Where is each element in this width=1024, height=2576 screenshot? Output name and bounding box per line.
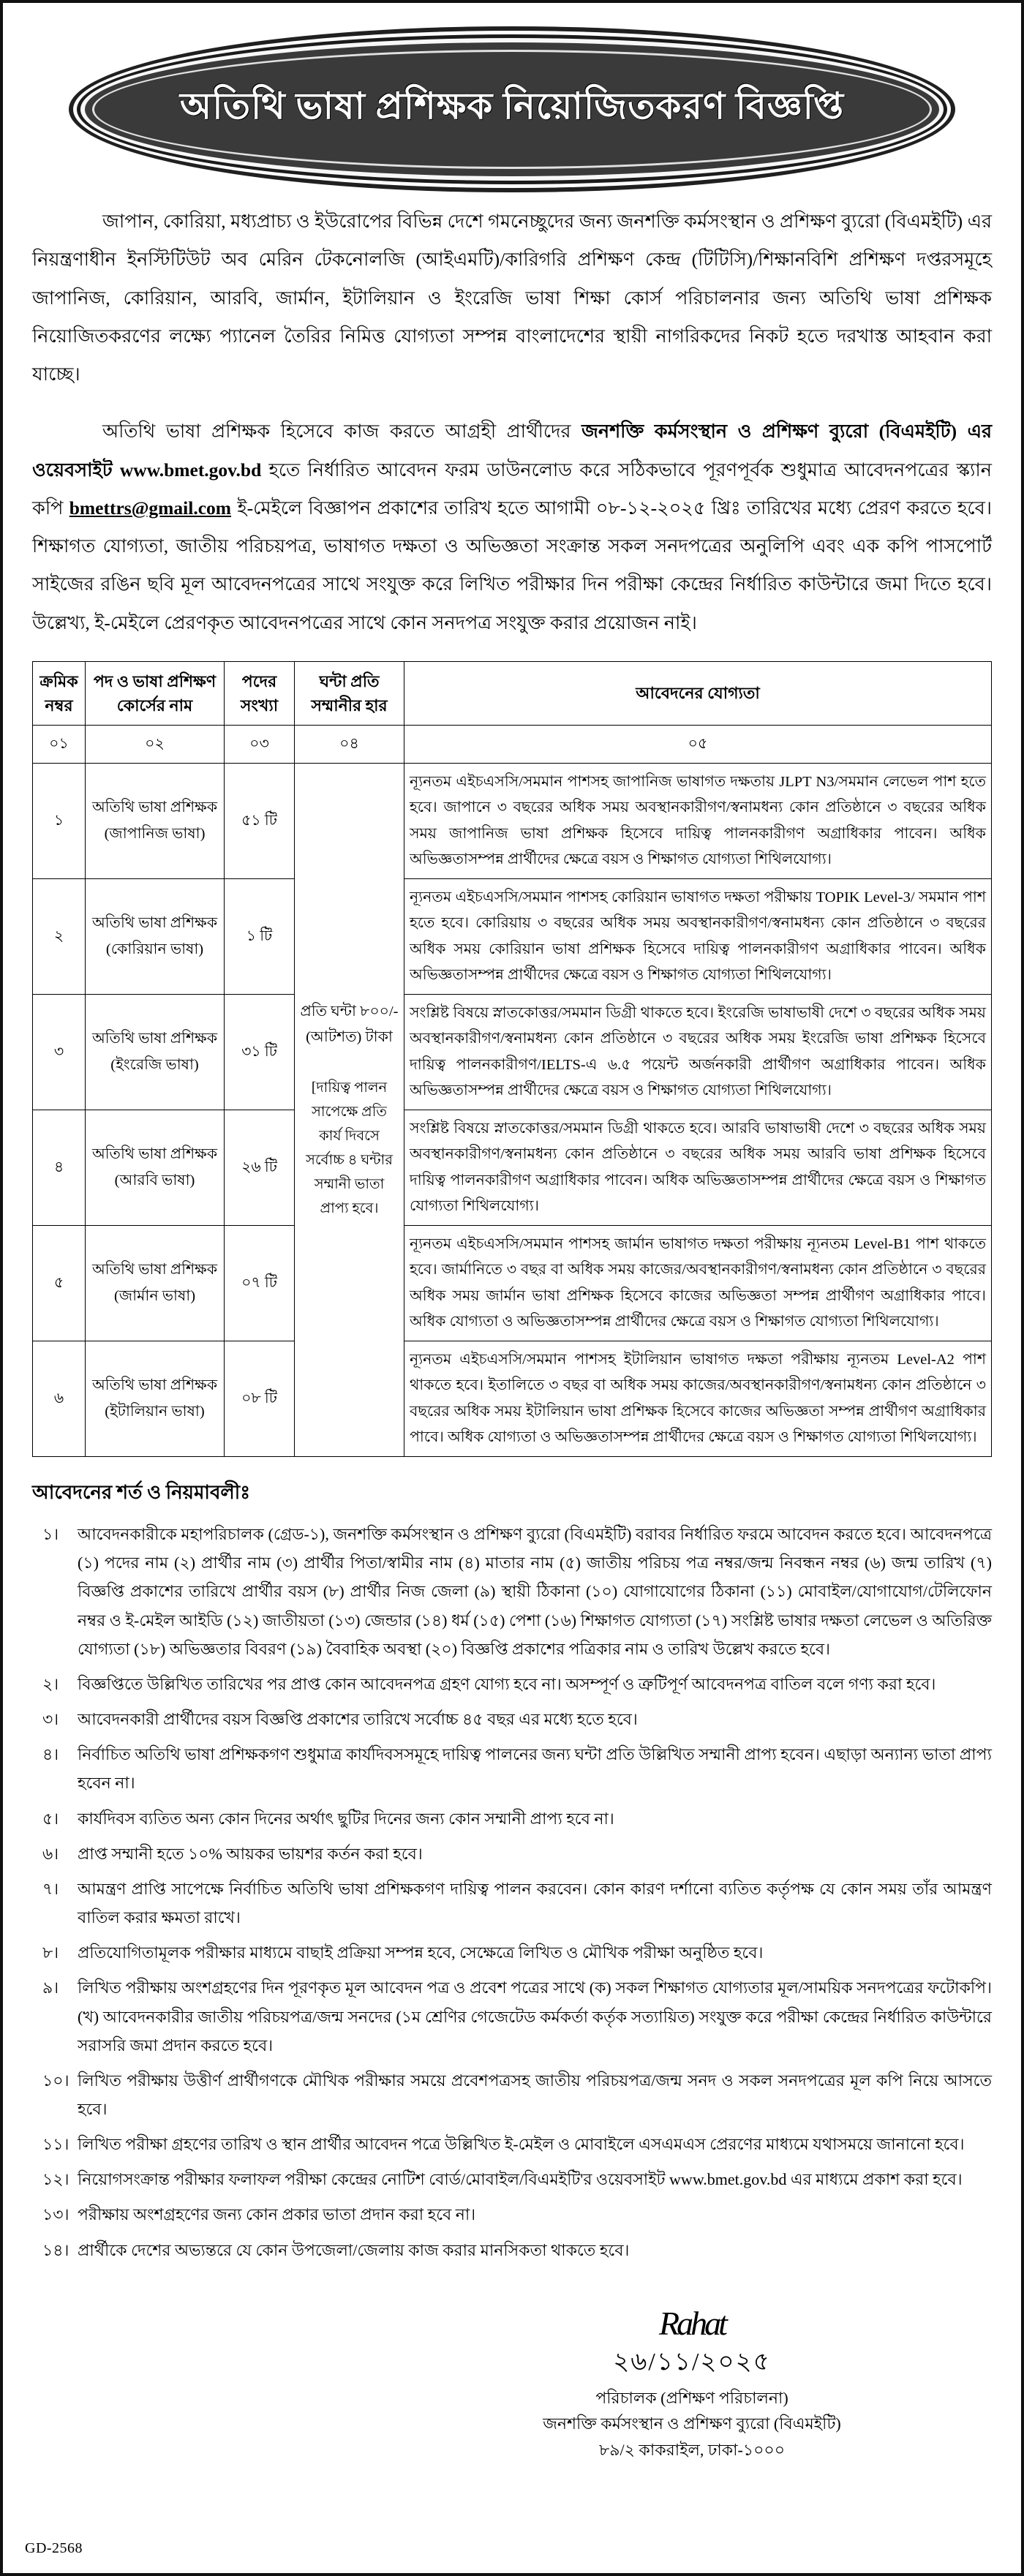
posts-table: [32, 661, 992, 1457]
condition-text: পরীক্ষায় অংশগ্রহণের জন্য কোন প্রকার ভাতা প্রদান করা হবে না।: [78, 2205, 476, 2224]
row-serial: ৬: [33, 1341, 86, 1457]
condition-number: ৮।: [42, 1943, 59, 1962]
row-hourly-rate: [295, 764, 404, 1457]
condition-number: ২।: [42, 1674, 59, 1693]
row-qualification: সংশ্লিষ্ট বিষয়ে স্নাতকোত্তর/সমমান ডিগ্রী থাকতে হবে। ইংরেজি ভাষাভাষী দেশে ৩ বছরের অধিক সময় অবস্থানকারীগণ/স্বনামধন্য কোন প্রতিষ্ঠানে ৩ বছরের অধিক সময় ইংরেজি ভাষা প্রশিক্ষক হিসেবে দায়িত্ব পালনকারীগণ/IELTS-এ ৬.৫ পয়েন্ট অর্জনকারী প্রার্থীগণ অগ্রাধিকার পাবেন। অধিক অভিজ্ঞতাসম্পন্ন প্রার্থীদের ক্ষেত্রে বয়স ও শিক্ষাগত যোগ্যতা শিথিলযোগ্য।: [404, 995, 992, 1110]
row-post-count: ৫১ টি: [225, 764, 295, 879]
th-serial: ক্রমিক নম্বর: [33, 661, 86, 725]
conditions-heading: আবেদনের শর্ত ও নিয়মাবলীঃ: [32, 1482, 251, 1504]
list-item: [32, 1973, 992, 2059]
condition-number: ৫।: [42, 1809, 59, 1828]
list-item: [32, 1804, 992, 1833]
row-qualification: সংশ্লিষ্ট বিষয়ে স্নাতকোত্তর/সমমান ডিগ্রী থাকতে হবে। আরবি ভাষাভাষী দেশে ৩ বছরের অধিক সময় অবস্থানকারীগণ/স্বনামধন্য কোন প্রতিষ্ঠানে ৩ বছরের অধিক সময় আরবি ভাষা প্রশিক্ষক হিসেবে দায়িত্ব পালনকারীগণ অগ্রাধিকার পাবেন। অধিক অভিজ্ঞতাসম্পন্ন প্রার্থীদের ক্ষেত্রে বয়স ও শিক্ষাগত যোগ্যতা শিথিলযোগ্য।: [404, 1110, 992, 1226]
condition-number: ৩।: [42, 1710, 59, 1729]
row-serial: ৩: [33, 995, 86, 1110]
gd-number: GD-2568: [25, 2539, 83, 2556]
list-item: [32, 2165, 992, 2193]
condition-number: ৯।: [42, 1978, 59, 1997]
rate-note: [দায়িত্ব পালন সাপেক্ষে প্রতি কার্য দিবসে সর্বোচ্চ ৪ ঘন্টার সম্মানী ভাতা প্রাপ্য হবে।: [305, 1080, 394, 1217]
row-serial: ২: [33, 879, 86, 995]
list-item: [32, 1875, 992, 1932]
condition-text: বিজ্ঞপ্তিতে উল্লিখিত তারিখের পর প্রাপ্ত কোন আবেদনপত্র গ্রহণ যোগ্য হবে না। অসম্পূর্ণ ও ত্রুটিপূর্ণ আবেদনপত্র বাতিল বলে গণ্য করা হবে।: [78, 1674, 936, 1693]
intro-paragraph-1: জাপান, কোরিয়া, মধ্যপ্রাচ্য ও ইউরোপের বিভিন্ন দেশে গমনেচ্ছুদের জন্য জনশক্তি কর্মসংস্থান ও প্রশিক্ষণ ব্যুরো (বিএমইটি) এর নিয়ন্ত্রণাধীন ইনস্টিটিউট অব মেরিন টেকনোলজি (আইএমটি)/কারিগরি প্রশিক্ষণ কেন্দ্র (টিটিসি)/শিক্ষানবিশি প্রশিক্ষণ দপ্তরসমূহে জাপানিজ, কোরিয়ান, আরবি, জার্মান, ইটালিয়ান ও ইংরেজি ভাষা শিক্ষা কোর্স পরিচালনার জন্য অতিথি ভাষা প্রশিক্ষক নিয়োজিতকরণের লক্ষ্যে প্যানেল তৈরির নিমিত্ত যোগ্যতা সম্পন্ন বাংলাদেশের স্থায়ী নাগরিকদের নিকট হতে দরখাস্ত আহবান করা যাচ্ছে।: [32, 211, 992, 385]
condition-number: ১৪।: [42, 2240, 69, 2259]
table-row: [33, 879, 992, 995]
intro-p2-tail: ই-মেইলে বিজ্ঞাপন প্রকাশের তারিখ হতে আগামী ০৮-১২-২০২৫ খ্রিঃ তারিখের মধ্যে প্রেরণ করতে হবে। শিক্ষাগত যোগ্যতা, জাতীয় পরিচয়পত্র, ভাষাগত দক্ষতা ও অভিজ্ঞতা সংক্রান্ত সকল সনদপত্রের অনুলিপি এবং এক কপি পাসপোর্ট সাইজের রঙিন ছবি মূল আবেদনপত্রের সাথে সংযুক্ত করে লিখিত পরীক্ষার দিন পরীক্ষা কেন্দ্রের নির্ধারিত কাউন্টারে জমা দিতে হবে। উল্লেখ্য, ই-মেইলে প্রেরণকৃত আবেদনপত্রের সাথে কোন সনদপত্র সংযুক্ত করার প্রয়োজন নাই।: [32, 497, 992, 633]
list-item: [32, 1520, 992, 1663]
row-serial: ১: [33, 764, 86, 879]
row-post-count: ০৭ টি: [225, 1226, 295, 1341]
list-item: [32, 2130, 992, 2158]
signature-date: ২৬/১১/২০২৫: [613, 2348, 771, 2376]
row-serial: ৪: [33, 1110, 86, 1226]
condition-number: ১২।: [42, 2170, 69, 2189]
th-hourly-rate: ঘন্টা প্রতি সম্মানীর হার: [295, 661, 404, 725]
table-header-row: [33, 661, 992, 725]
table-row: [33, 1226, 992, 1341]
colnum-5: ০৫: [404, 725, 992, 763]
condition-text: আবেদনকারীকে মহাপরিচালক (গ্রেড-১), জনশক্তি কর্মসংস্থান ও প্রশিক্ষণ ব্যুরো (বিএমইটি) বরাবর নির্ধারিত ফরমে আবেদন করতে হবে। আবেদনপত্রে (১) পদের নাম (২) প্রার্থীর নাম (৩) প্রার্থীর পিতা/স্বামীর নাম (৪) মাতার নাম (৫) জাতীয় পরিচয় পত্র নম্বর/জন্ম নিবন্ধন নম্বর (৬) জন্ম তারিখ (৭) বিজ্ঞপ্তি প্রকাশের তারিখে প্রার্থীর বয়স (৮) প্রার্থীর নিজ জেলা (৯) স্থায়ী ঠিকানা (১০) যোগাযোগের ঠিকানা (১১) মোবাইল/যোগাযোগ/টেলিফোন নম্বর ও ই-মেইল আইডি (১২) জাতীয়তা (১৩) জেন্ডার (১৪) ধর্ম (১৫) পেশা (১৬) শিক্ষাগত যোগ্যতা (১৭) সংশ্লিষ্ট ভাষার দক্ষতা লেভেল ও অতিরিক্ত যোগ্যতা (১৮) অভিজ্ঞতার বিবরণ (১৯) বৈবাহিক অবস্থা (২০) বিজ্ঞপ্তি প্রকাশের পত্রিকার নাম ও তারিখ উল্লেখ করতে হবে।: [78, 1525, 992, 1658]
list-item: [32, 1705, 992, 1733]
list-item: [32, 2236, 992, 2264]
intro-p2-middle: হতে নির্ধারিত আবেদন ফরম ডাউনলোড করে সঠিকভাবে পূরণপূর্বক শুধুমাত্র আবেদনপত্রের স্ক্যান কপি: [32, 459, 992, 519]
condition-text: আমন্ত্রণ প্রাপ্তি সাপেক্ষে নির্বাচিত অতিথি ভাষা প্রশিক্ষকগণ দায়িত্ব পালন করবেন। কোন কারণ দর্শানো ব্যতিত কর্তৃপক্ষ যে কোন সময় তাঁর আমন্ত্রণ বাতিল করার ক্ষমতা রাখে।: [78, 1879, 992, 1927]
title-banner-wrapper: [32, 38, 992, 181]
footer: [32, 2463, 992, 2551]
condition-number: ৭।: [42, 1879, 59, 1898]
condition-text: কার্যদিবস ব্যতিত অন্য কোন দিনের অর্থাৎ ছুটির দিনের জন্য কোন সম্মানী প্রাপ্য হবে না।: [78, 1809, 614, 1828]
intro-p2-lead: অতিথি ভাষা প্রশিক্ষক হিসেবে কাজ করতে আগ্রহী প্রার্থীদের: [102, 421, 582, 442]
row-serial: ৫: [33, 1226, 86, 1341]
conditions-list: [32, 1520, 992, 2264]
row-post-name: অতিথি ভাষা প্রশিক্ষক (আরবি ভাষা): [86, 1110, 225, 1226]
row-post-count: ০৮ টি: [225, 1341, 295, 1457]
bmet-website-link[interactable]: www.bmet.gov.bd: [119, 459, 262, 481]
th-post-name: পদ ও ভাষা প্রশিক্ষণ কোর্সের নাম: [86, 661, 225, 725]
row-qualification: ন্যূনতম এইচএসসি/সমমান পাশসহ জার্মান ভাষাগত দক্ষতা পরীক্ষায় ন্যূনতম Level-B1 পাশ থাকতে হবে। জার্মানিতে ৩ বছর বা অধিক সময় কাজের/অবস্থানকারীগণ/স্বনামধন্য কোন প্রতিষ্ঠানে ৩ বছরের অধিক সময় জার্মান ভাষা প্রশিক্ষক হিসেবে কাজের অভিজ্ঞতা সম্পন্ন প্রার্থীগণ অগ্রাধিকার পাবে। অধিক যোগ্যতা ও অভিজ্ঞতাসম্পন্ন প্রার্থীদের ক্ষেত্রে বয়স ও শিক্ষাগত যোগ্যতা শিথিলযোগ্য।: [404, 1226, 992, 1341]
table-row: [33, 995, 992, 1110]
condition-text: লিখিত পরীক্ষা গ্রহণের তারিখ ও স্থান প্রার্থীর আবেদন পত্রে উল্লিখিত ই-মেইল ও মোবাইলে এসএমএস প্রেরণের মাধ্যমে যথাসময়ে জানানো হবে।: [78, 2135, 965, 2154]
condition-number: ৬।: [42, 1844, 59, 1863]
list-item: [32, 1670, 992, 1698]
list-item: [32, 2066, 992, 2123]
condition-text: লিখিত পরীক্ষায় উত্তীর্ণ প্রার্থীগণকে মৌখিক পরীক্ষার সময়ে প্রবেশপত্রসহ জাতীয় পরিচয়পত্র/জন্ম সনদ ও সকল সনদপত্রের মূল কপি নিয়ে আসতে হবে।: [78, 2071, 992, 2118]
organization-name: জনশক্তি কর্মসংস্থান ও প্রশিক্ষণ ব্যুরো (বিএমইটি) এর ওয়েবসাইট: [32, 421, 992, 481]
signatory-address: ৮৯/২ কাকরাইল, ঢাকা-১০০০: [598, 2441, 786, 2460]
condition-number: ৪।: [42, 1745, 59, 1764]
condition-text: লিখিত পরীক্ষায় অংশগ্রহণের দিন পূরণকৃত মূল আবেদন পত্র ও প্রবেশ পত্রের সাথে (ক) সকল শিক্ষাগত যোগ্যতার মূল/সাময়িক সনদপত্রের ফটোকপি। (খ) আবেদনকারীর জাতীয় পরিচয়পত্র/জন্ম সনদের (১ম শ্রেণির গেজেটেড কর্মকর্তা কর্তৃক সত্যায়িত) সংযুক্ত করে পরীক্ষা কেন্দ্রের নির্ধারিত কাউন্টারে সরাসরি জমা প্রদান করতে হবে।: [78, 1978, 992, 2055]
th-qualification: আবেদনের যোগ্যতা: [404, 661, 992, 725]
row-post-name: অতিথি ভাষা প্রশিক্ষক (ইটালিয়ান ভাষা): [86, 1341, 225, 1457]
row-post-name: অতিথি ভাষা প্রশিক্ষক (ইংরেজি ভাষা): [86, 995, 225, 1110]
th-post-count: পদের সংখ্যা: [225, 661, 295, 725]
colnum-3: ০৩: [225, 725, 295, 763]
page-title: অতিথি ভাষা প্রশিক্ষক নিয়োজিতকরণ বিজ্ঞপ্তি: [179, 86, 845, 127]
signature-scribble: Rahat: [659, 2304, 725, 2342]
condition-text: আবেদনকারী প্রার্থীদের বয়স বিজ্ঞপ্তি প্রকাশের তারিখে সর্বোচ্চ ৪৫ বছর এর মধ্যে হতে হবে।: [78, 1710, 638, 1729]
row-post-name: অতিথি ভাষা প্রশিক্ষক (কোরিয়ান ভাষা): [86, 879, 225, 995]
condition-number: ১।: [42, 1525, 59, 1544]
list-item: [32, 2200, 992, 2229]
list-item: [32, 1740, 992, 1797]
title-banner: [80, 38, 944, 181]
list-item: [32, 1938, 992, 1967]
row-post-name: অতিথি ভাষা প্রশিক্ষক (জাপানিজ ভাষা): [86, 764, 225, 879]
rate-amount: প্রতি ঘন্টা ৮০০/- (আটশত) টাকা: [300, 1003, 399, 1046]
row-qualification: ন্যূনতম এইচএসসি/সমমান পাশসহ জাপানিজ ভাষাগত দক্ষতায় JLPT N3/সমমান লেভেল পাশ হতে হবে। জাপানে ৩ বছরের অধিক সময় অবস্থানকারীগণ/স্বনামধন্য কোন প্রতিষ্ঠানে ৩ বছরের অধিক সময় জাপানিজ ভাষা প্রশিক্ষক হিসেবে দায়িত্ব পালনকারীগণ অগ্রাধিকার পাবেন। অধিক অভিজ্ঞতাসম্পন্ন প্রার্থীদের ক্ষেত্রে বয়স ও শিক্ষাগত যোগ্যতা শিথিলযোগ্য।: [404, 764, 992, 879]
condition-number: ১১।: [42, 2135, 69, 2154]
table-row: [33, 1110, 992, 1226]
application-email-link[interactable]: bmettrs@gmail.com: [69, 497, 232, 519]
condition-text: নিয়োগসংক্রান্ত পরীক্ষার ফলাফল পরীক্ষা কেন্দ্রের নোটিশ বোর্ড/মোবাইল/বিএমইটি'র ওয়েবসাইট www.bmet.gov.bd এর মাধ্যমে প্রকাশ করা হবে।: [78, 2170, 963, 2189]
colnum-2: ০২: [86, 725, 225, 763]
signatory-designation: পরিচালক (প্রশিক্ষণ পরিচালনা): [595, 2388, 788, 2407]
condition-text: নির্বাচিত অতিথি ভাষা প্রশিক্ষকগণ শুধুমাত্র কার্যদিবসসমূহে দায়িত্ব পালনের জন্য ঘন্টা প্রতি উল্লিখিত সম্মানী প্রাপ্য হবেন। এছাড়া অন্যান্য ভাতা প্রাপ্য হবেন না।: [78, 1745, 992, 1793]
row-post-count: ১ টি: [225, 879, 295, 995]
table-row: [33, 764, 992, 879]
table-column-number-row: [33, 725, 992, 763]
colnum-4: ০৪: [295, 725, 404, 763]
row-post-count: ২৬ টি: [225, 1110, 295, 1226]
intro-paragraph-2: [32, 413, 992, 642]
condition-text: প্রার্থীকে দেশের অভ্যন্তরে যে কোন উপজেলা/জেলায় কাজ করার মানসিকতা থাকতে হবে।: [78, 2240, 630, 2259]
signatory-organization: জনশক্তি কর্মসংস্থান ও প্রশিক্ষণ ব্যুরো (বিএমইটি): [543, 2414, 841, 2433]
table-row: [33, 1341, 992, 1457]
row-qualification: ন্যূনতম এইচএসসি/সমমান পাশসহ কোরিয়ান ভাষাগত দক্ষতা পরীক্ষায় TOPIK Level-3/ সমমান পাশ হতে হবে। কোরিয়ায় ৩ বছরের অধিক সময় অবস্থানকারীগণ/স্বনামধন্য কোন প্রতিষ্ঠানে ৩ বছরের অধিক সময় কোরিয়ান ভাষা প্রশিক্ষক হিসেবে দায়িত্ব পালনকারীগণ অগ্রাধিকার পাবেন। অধিক অভিজ্ঞতাসম্পন্ন প্রার্থীদের ক্ষেত্রে বয়স ও শিক্ষাগত যোগ্যতা শিথিলযোগ্য।: [404, 879, 992, 995]
condition-text: প্রতিযোগিতামূলক পরীক্ষার মাধ্যমে বাছাই প্রক্রিয়া সম্পন্ন হবে, সেক্ষেত্রে লিখিত ও মৌখিক পরীক্ষা অনুষ্ঠিত হবে।: [78, 1943, 764, 1962]
colnum-1: ০১: [33, 725, 86, 763]
condition-number: ১০।: [42, 2071, 69, 2090]
condition-number: ১৩।: [42, 2205, 69, 2224]
row-post-count: ৩১ টি: [225, 995, 295, 1110]
row-post-name: অতিথি ভাষা প্রশিক্ষক (জার্মান ভাষা): [86, 1226, 225, 1341]
list-item: [32, 1839, 992, 1868]
signature-block: [458, 2304, 926, 2463]
row-qualification: ন্যূনতম এইচএসসি/সমমান পাশসহ ইটালিয়ান ভাষাগত দক্ষতা পরীক্ষায় ন্যূনতম Level-A2 পাশ থাকতে হবে। ইতালিতে ৩ বছর বা অধিক সময় কাজের/অবস্থানকারীগণ/স্বনামধন্য কোন প্রতিষ্ঠানে ৩ বছরের অধিক সময় ইটালিয়ান ভাষা প্রশিক্ষক হিসেবে কাজের অভিজ্ঞতা সম্পন্ন প্রার্থীগণ অগ্রাধিকার পাবে। অধিক যোগ্যতা ও অভিজ্ঞতাসম্পন্ন প্রার্থীদের ক্ষেত্রে বয়স ও শিক্ষাগত যোগ্যতা শিথিলযোগ্য।: [404, 1341, 992, 1457]
condition-text: প্রাপ্ত সম্মানী হতে ১০% আয়কর ভায়শর কর্তন করা হবে।: [78, 1844, 423, 1863]
